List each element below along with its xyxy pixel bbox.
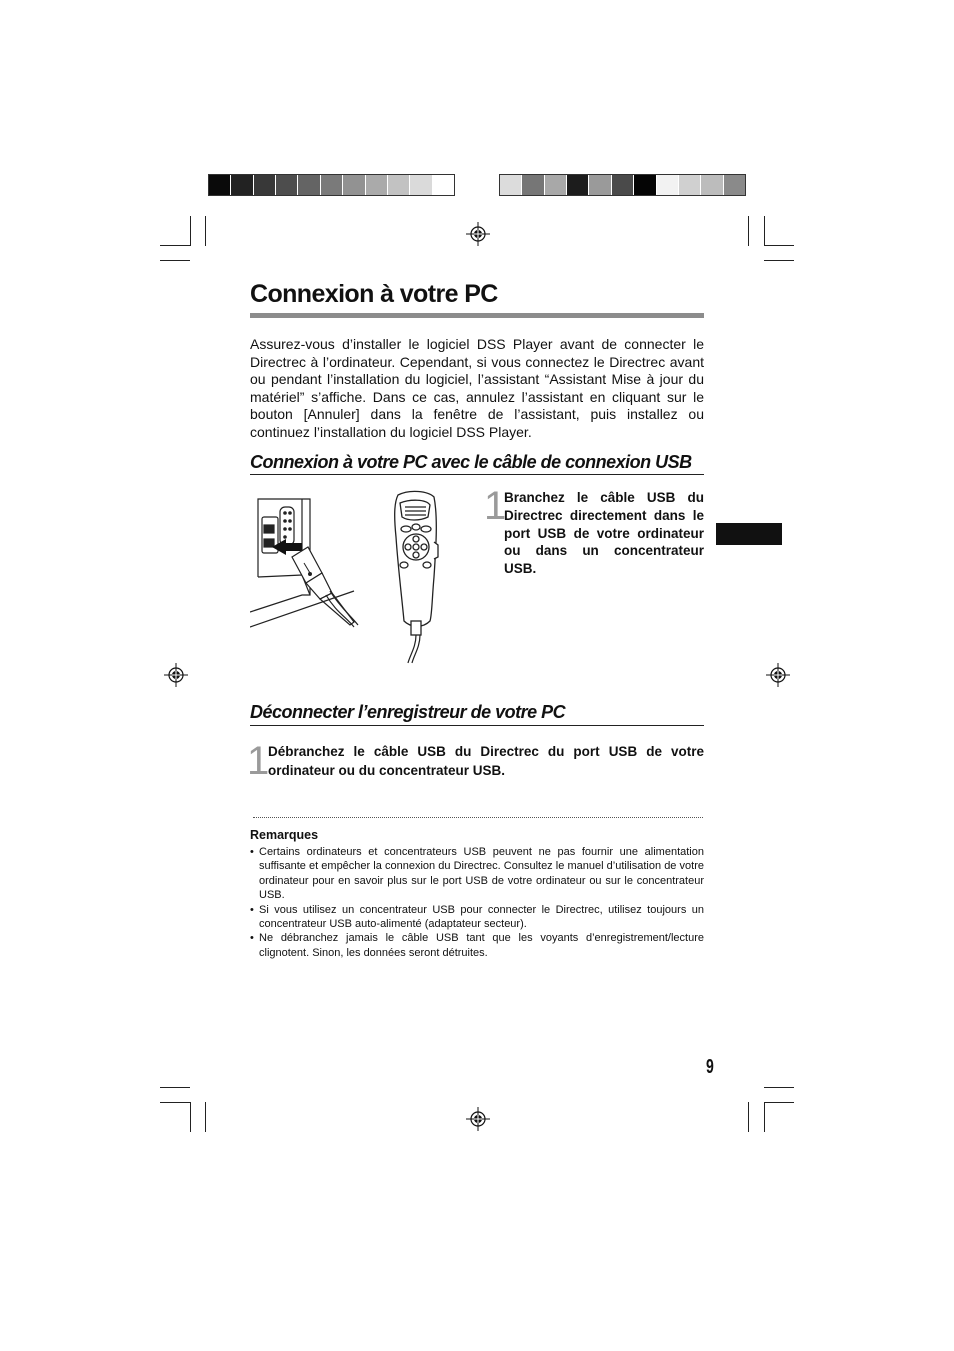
crop-mark [764, 1102, 765, 1132]
notes-title: Remarques [250, 828, 319, 842]
crop-mark [205, 1102, 206, 1132]
color-swatch [679, 175, 701, 195]
color-swatch [343, 175, 365, 195]
color-swatch [567, 175, 589, 195]
usb-connection-illustration [250, 487, 450, 665]
color-swatch [634, 175, 656, 195]
crop-mark [205, 216, 206, 246]
color-swatch [522, 175, 544, 195]
step-instruction: Débranchez le câble USB du Directrec du port USB de votre ordinateur ou du concentrateur USB. [268, 744, 704, 778]
page-number: 9 [706, 1056, 714, 1078]
directrec-device [395, 491, 438, 635]
color-swatch [500, 175, 522, 195]
crop-mark [190, 1102, 191, 1132]
usb-plug [292, 547, 354, 625]
color-bar-right [499, 174, 746, 196]
color-swatch [254, 175, 276, 195]
title-rule [250, 313, 704, 318]
color-swatch [231, 175, 253, 195]
color-swatch [433, 175, 454, 195]
note-item: • Si vous utilisez un concentrateur USB pour connecter le Directrec, utilisez toujours un concentrateur USB auto-alimenté (adaptateur secteur). [250, 903, 704, 932]
color-swatch [701, 175, 723, 195]
section-heading-usb-connection: Connexion à votre PC avec le câble de connexion USB [250, 452, 692, 472]
crop-mark [160, 245, 190, 246]
color-swatch [209, 175, 231, 195]
step-number: 1 [484, 484, 507, 528]
crop-mark [764, 216, 765, 246]
crop-mark [190, 216, 191, 246]
section-rule [250, 474, 704, 475]
notes-list [250, 845, 704, 960]
crop-mark [764, 1102, 794, 1103]
step-number: 1 [247, 739, 270, 783]
crop-mark [748, 216, 749, 246]
page-title: Connexion à votre PC [250, 280, 498, 308]
crop-mark [748, 1102, 749, 1132]
crop-mark [160, 260, 190, 261]
registration-mark-icon [466, 1107, 490, 1131]
note-item: • Certains ordinateurs et concentrateurs USB peuvent ne pas fournir une alimentation suffisante et empêcher la connexion du Directrec. Consultez le manuel d’utilisation de votre ordinateur pour en savoir plus sur le port USB de votre ordinateur ou sur le concentrateur USB. [250, 845, 704, 903]
crop-mark [160, 1102, 190, 1103]
intro-paragraph: Assurez-vous d’installer le logiciel DSS Player avant de connecter le Directrec à l’ordinateur. Cependant, si vous connectez le Directrec avant ou pendant l’installation du logiciel, l’assistant “Assistant Mise à jour du matériel” s’affiche. Dans ce cas, annulez l’assistant en cliquant sur le bouton [Annuler] dans la fenêtre de l’assistant, puis installez ou continuez l’installation du logiciel DSS Player. [250, 336, 704, 440]
color-swatch [366, 175, 388, 195]
registration-mark-icon [766, 663, 790, 687]
color-swatch [388, 175, 410, 195]
registration-mark-icon [466, 222, 490, 246]
crop-mark [764, 1087, 794, 1088]
color-swatch [612, 175, 634, 195]
color-swatch [657, 175, 679, 195]
registration-mark-icon [164, 663, 188, 687]
color-swatch [589, 175, 611, 195]
color-swatch [545, 175, 567, 195]
notes-divider [253, 810, 703, 818]
color-bar-left [208, 174, 455, 196]
section-tab [716, 523, 782, 545]
crop-mark [160, 1087, 190, 1088]
section-heading-disconnect: Déconnecter l’enregistreur de votre PC [250, 702, 566, 722]
crop-mark [764, 260, 794, 261]
step-instruction: Branchez le câble USB du Directrec directement dans le port USB de votre ordinateur ou dans un concentrateur USB. [504, 490, 704, 577]
section-rule [250, 725, 704, 726]
crop-mark [764, 245, 794, 246]
color-swatch [410, 175, 432, 195]
color-swatch [298, 175, 320, 195]
color-swatch [321, 175, 343, 195]
color-swatch [276, 175, 298, 195]
color-swatch [724, 175, 745, 195]
note-item: • Ne débranchez jamais le câble USB tant que les voyants d’enregistrement/lecture clignotent. Sinon, les données seront détruites. [250, 931, 704, 960]
